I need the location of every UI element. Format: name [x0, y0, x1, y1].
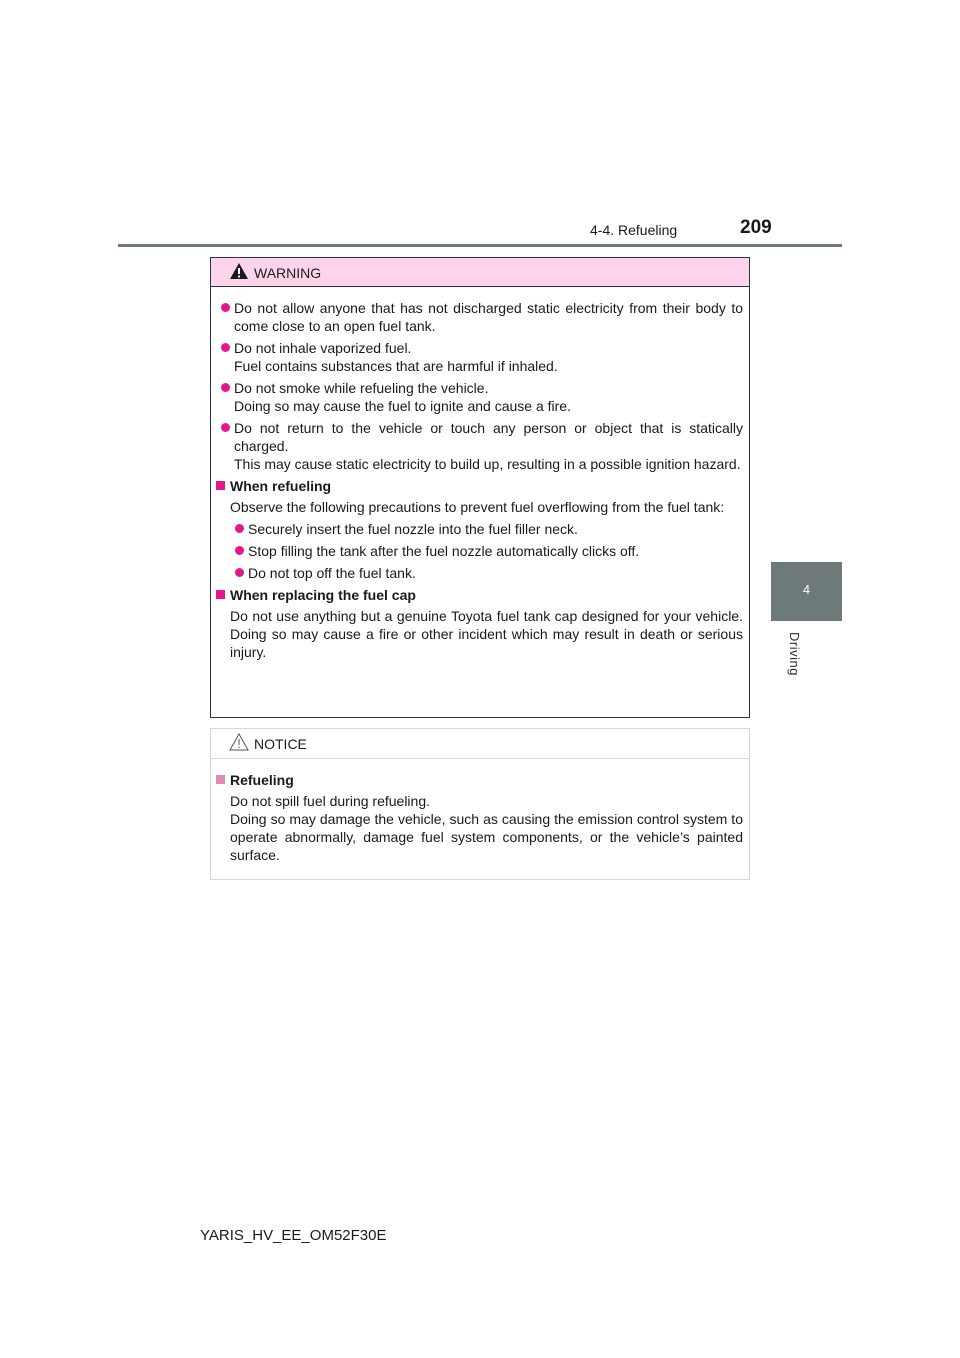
refueling-heading-text: When refueling	[230, 478, 332, 494]
notice-title: NOTICE	[254, 736, 307, 752]
warning-item-text: Do not smoke while refueling the vehicle.	[234, 380, 489, 396]
warning-box	[210, 257, 750, 718]
bullet-dot	[235, 568, 244, 577]
refueling-heading	[216, 477, 743, 495]
notice-body	[211, 759, 749, 864]
page-number: 209	[740, 217, 772, 238]
bullet-dot	[235, 524, 244, 533]
fuel-cap-heading-text: When replacing the fuel cap	[230, 587, 416, 603]
fuel-cap-text: Do not use anything but a genuine Toyota fuel tank cap designed for your vehicle. Doing so may cause a fire or other incident which may result in death or serious injury.	[230, 608, 743, 660]
warning-item-text: This may cause static electricity to build up, resulting in a possible ignition hazard.	[234, 456, 741, 472]
refueling-intro: Observe the following precautions to prevent fuel overflowing from the fuel tank:	[230, 499, 725, 515]
chapter-tab	[771, 562, 842, 621]
notice-heading	[216, 771, 743, 789]
square-bullet	[216, 481, 225, 490]
header-section-title: 4-4. Refueling	[590, 222, 678, 238]
fuel-cap-heading	[216, 586, 743, 604]
warning-item	[216, 419, 743, 473]
warning-item-text: Stop filling the tank after the fuel nozzle automatically clicks off.	[248, 543, 640, 559]
chapter-tab-number: 4	[802, 582, 811, 597]
warning-item	[230, 564, 743, 582]
square-bullet	[216, 775, 225, 784]
chapter-tab-label: Driving	[787, 632, 802, 676]
warning-item	[216, 339, 743, 375]
document-id: YARIS_HV_EE_OM52F30E	[200, 1227, 387, 1244]
warning-item-text: Do not allow anyone that has not discharged static electricity from their body to come close to an open fuel tank.	[234, 300, 743, 334]
bullet-dot	[221, 343, 230, 352]
warning-body	[211, 287, 749, 661]
notice-box	[210, 728, 750, 880]
warning-item-text: Securely insert the fuel nozzle into the fuel filler neck.	[248, 521, 578, 537]
warning-item	[230, 520, 743, 538]
header-rule	[118, 244, 842, 247]
warning-item-text: Do not top off the fuel tank.	[248, 565, 416, 581]
warning-item	[216, 299, 743, 335]
warning-title: WARNING	[254, 265, 322, 281]
warning-triangle-icon	[229, 262, 249, 280]
warning-item-text: Do not inhale vaporized fuel.	[234, 340, 412, 356]
notice-line: Do not spill fuel during refueling.	[230, 793, 431, 809]
bullet-dot	[221, 423, 230, 432]
notice-heading-text: Refueling	[230, 772, 294, 788]
notice-line: Doing so may damage the vehicle, such as causing the emission control system to operate abnormally, damage fuel system components, or the vehicle’s painted surface.	[230, 811, 743, 863]
warning-item-text: Doing so may cause the fuel to ignite and cause a fire.	[234, 398, 571, 414]
warning-item	[230, 542, 743, 560]
notice-header	[211, 729, 749, 759]
caution-triangle-icon	[229, 733, 249, 751]
warning-item-text: Fuel contains substances that are harmful if inhaled.	[234, 358, 558, 374]
bullet-dot	[221, 383, 230, 392]
notice-text	[216, 792, 743, 864]
warning-item	[216, 379, 743, 415]
bullet-dot	[235, 546, 244, 555]
square-bullet	[216, 590, 225, 599]
warning-item-text: Do not return to the vehicle or touch any person or object that is statically charged.	[234, 420, 743, 454]
warning-header	[211, 258, 749, 287]
bullet-dot	[221, 303, 230, 312]
